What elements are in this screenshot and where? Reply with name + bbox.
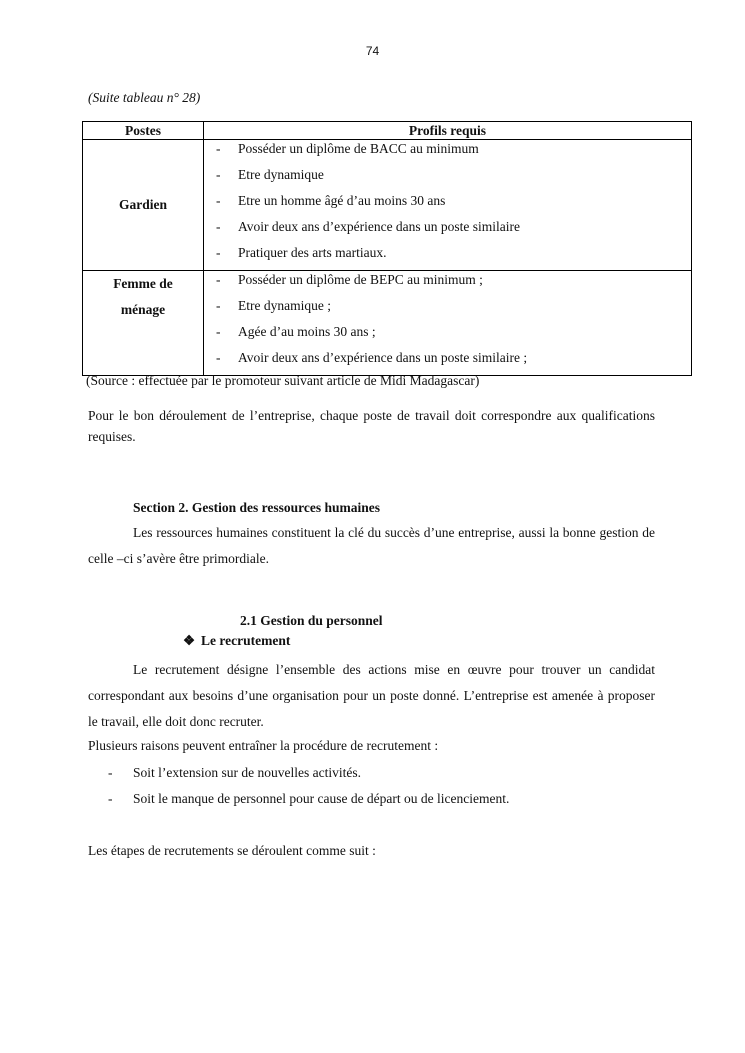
profil-text: Etre un homme âgé d’au moins 30 ans [238,193,446,208]
profil-text: Pratiquer des arts martiaux. [238,245,387,260]
header-profils: Profils requis [204,122,692,140]
table-header-row [83,122,692,140]
reasons-list [108,765,509,817]
dash: - [108,791,113,806]
profils-femme-de-menage [204,271,692,376]
paragraph: Le recrutement désigne l’ensemble des actions mise en œuvre pour trouver un candidat correspondant aux besoins d’une organisation pour un poste donné. L’entreprise est amenée à proposer le travail, elle doit donc recruter. [88,662,655,729]
header-postes: Postes [83,122,204,140]
list-item [204,218,691,244]
dash: - [216,245,221,260]
profiles-table [82,121,692,376]
profil-text: Avoir deux ans d’expérience dans un poste similaire ; [238,350,528,365]
paragraph: Les étapes de recrutements se déroulent comme suit : [88,843,376,858]
diamond-bullet-icon: ❖ [183,633,196,648]
bullet-heading-text: Le recrutement [201,633,291,648]
reason-text: Soit le manque de personnel pour cause de départ ou de licenciement. [133,791,510,806]
table-caption: (Suite tableau n° 28) [88,90,201,105]
reason-text: Soit l’extension sur de nouvelles activités. [133,765,361,780]
dash: - [216,272,221,287]
profil-text: Posséder un diplôme de BACC au minimum [238,141,479,156]
list-item [108,765,509,791]
list-item [204,140,691,166]
subsection-title: 2.1 Gestion du personnel [240,613,383,628]
list-item [108,791,509,817]
list-item [204,297,691,323]
poste-gardien: Gardien [83,140,204,271]
profil-text: Agée d’au moins 30 ans ; [238,324,376,339]
list-item [204,323,691,349]
dash: - [216,167,221,182]
poste-line: ménage [120,302,166,317]
dash: - [216,141,221,156]
dash: - [216,193,221,208]
poste-line: Femme de [113,276,173,291]
section-title: Section 2. Gestion des ressources humaines [133,500,381,515]
table-source: (Source : effectuée par le promoteur suivant article de Midi Madagascar) [86,373,480,388]
page-number: 74 [365,44,380,58]
paragraph: Les ressources humaines constituent la clé du succès d’une entreprise, aussi la bonne gestion de celle –ci s’avère être primordiale. [88,525,655,566]
table-row [83,140,692,271]
paragraph: Plusieurs raisons peuvent entraîner la procédure de recrutement : [88,738,439,753]
list-item [204,244,691,270]
dash: - [216,324,221,339]
dash: - [216,298,221,313]
dash: - [216,350,221,365]
list-item [204,166,691,192]
dash: - [108,765,113,780]
dash: - [216,219,221,234]
bullet-heading [183,633,290,649]
list-item [204,192,691,218]
profil-text: Avoir deux ans d’expérience dans un poste similaire [238,219,521,234]
profil-text: Posséder un diplôme de BEPC au minimum ; [238,272,483,287]
profils-gardien [204,140,692,271]
poste-femme-de-menage [83,271,204,376]
list-item [204,349,691,375]
table-row [83,271,692,376]
profil-text: Etre dynamique [238,167,324,182]
profil-text: Etre dynamique ; [238,298,331,313]
list-item [204,271,691,297]
paragraph: Pour le bon déroulement de l’entreprise, chaque poste de travail doit correspondre aux qualifications requises. [88,408,655,444]
